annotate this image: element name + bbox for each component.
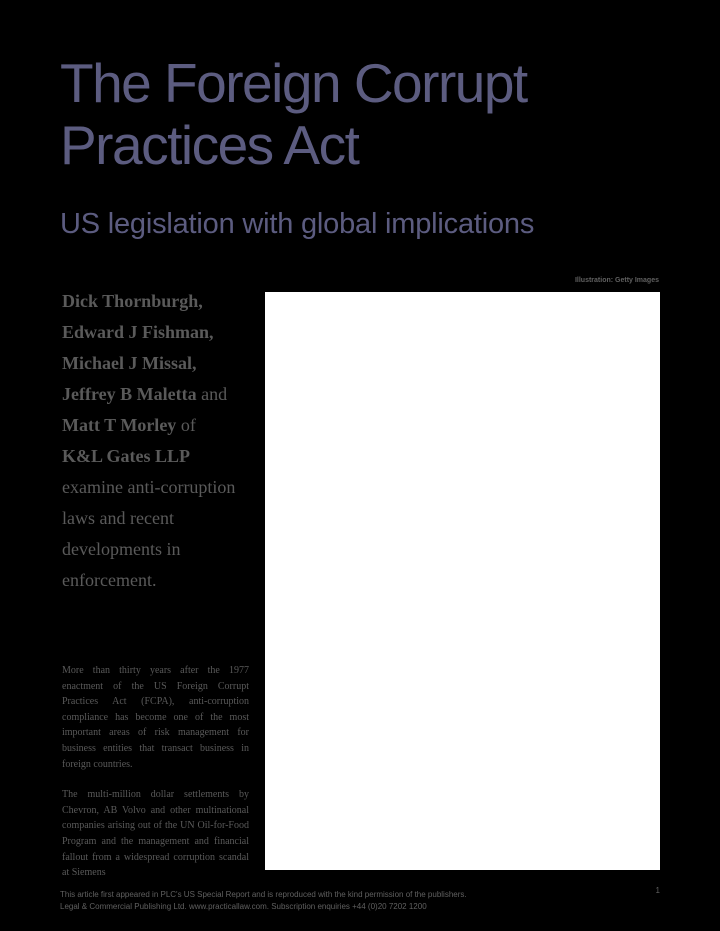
page-footer (60, 889, 620, 913)
author-name: Michael J Missal, (62, 353, 197, 373)
law-firm-name: K&L Gates LLP (62, 446, 191, 466)
author-name: Edward J Fishman, (62, 322, 214, 342)
body-paragraph: The multi-million dollar settlements by Chevron, AB Volvo and other multinational companies arising out of the UN Oil-for-Food Program and the management and financial fallout from a widespread corruption scandal at Siemens (62, 789, 249, 879)
title-line-1: The Foreign Corrupt (60, 52, 527, 114)
author-name: Dick Thornburgh, (62, 291, 203, 311)
illustration-image (265, 292, 660, 870)
article-subtitle: US legislation with global implications (60, 208, 535, 240)
article-body (62, 663, 249, 896)
intro-connector: of (176, 415, 196, 435)
illustration-credit: Illustration: Getty Images (574, 277, 659, 284)
footer-line: Legal & Commercial Publishing Ltd. www.practicallaw.com. Subscription enquiries +44 (0)20 7202 1200 (60, 902, 427, 911)
author-name: Jeffrey B Maletta (62, 384, 197, 404)
page-number: 1 (655, 886, 660, 895)
article-title (60, 52, 680, 176)
author-name: Matt T Morley (62, 415, 177, 435)
footer-line: This article first appeared in PLC's US Special Report and is reproduced with the kind permission of the publishers. (60, 890, 467, 899)
intro-summary: examine anti-corruption laws and recent developments in enforcement. (62, 477, 236, 590)
title-line-2: Practices Act (60, 114, 359, 176)
body-paragraph: More than thirty years after the 1977 enactment of the US Foreign Corrupt Practices Act (FCPA), anti-corruption compliance has become one of the most important areas of risk management for business entities that transact business in foreign countries. (62, 665, 249, 770)
article-intro (62, 286, 262, 596)
intro-connector: and (196, 384, 228, 404)
